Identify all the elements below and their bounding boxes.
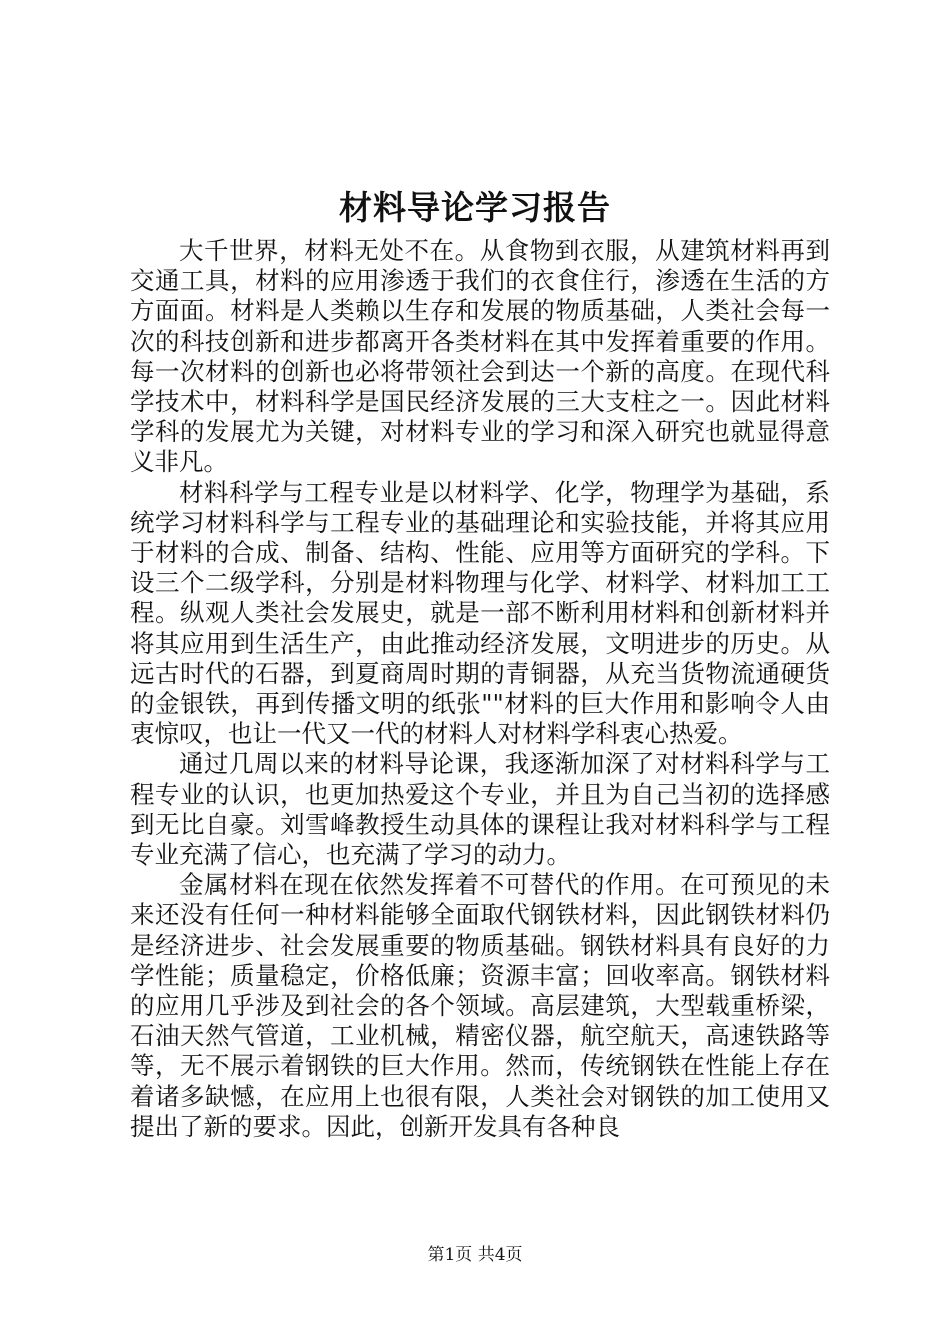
document-title: 材料导论学习报告 [339, 188, 611, 227]
page-number-footer: 第1页 共4页 [427, 1245, 523, 1265]
paragraph-3: 通过几周以来的材料导论课，我逐渐加深了对材料科学与工程专业的认识，也更加热爱这个专业，并且为自己当初的选择感到无比自豪。刘雪峰教授生动具体的课程让我对材料科学与工程专业充满了信心，也充满了学习的动力。 [130, 749, 830, 870]
document-body [130, 236, 830, 1142]
paragraph-1: 大千世界，材料无处不在。从食物到衣服，从建筑材料再到交通工具，材料的应用渗透于我们的衣食住行，渗透在生活的方方面面。材料是人类赖以生存和发展的物质基础，人类社会每一次的科技创新和进步都离开各类材料在其中发挥着重要的作用。每一次材料的创新也必将带领社会到达一个新的高度。在现代科学技术中，材料科学是国民经济发展的三大支柱之一。因此材料学科的发展尤为关键，对材料专业的学习和深入研究也就显得意义非凡。 [130, 236, 830, 477]
paragraph-2: 材料科学与工程专业是以材料学、化学，物理学为基础，系统学习材料科学与工程专业的基础理论和实验技能，并将其应用于材料的合成、制备、结构、性能、应用等方面研究的学科。下设三个二级学科，分别是材料物理与化学、材料学、材料加工工程。纵观人类社会发展史，就是一部不断利用材料和创新材料并将其应用到生活生产，由此推动经济发展，文明进步的历史。从远古时代的石器，到夏商周时期的青铜器，从充当货物流通硬货的金银铁，再到传播文明的纸张""材料的巨大作用和影响令人由衷惊叹，也让一代又一代的材料人对材料学科衷心热爱。 [130, 477, 830, 749]
paragraph-4: 金属材料在现在依然发挥着不可替代的作用。在可预见的未来还没有任何一种材料能够全面取代钢铁材料，因此钢铁材料仍是经济进步、社会发展重要的物质基础。钢铁材料具有良好的力学性能；质量稳定，价格低廉；资源丰富；回收率高。钢铁材料的应用几乎涉及到社会的各个领域。高层建筑，大型载重桥梁，石油天然气管道，工业机械，精密仪器，航空航天，高速铁路等等，无不展示着钢铁的巨大作用。然而，传统钢铁在性能上存在着诸多缺憾，在应用上也很有限，人类社会对钢铁的加工使用又提出了新的要求。因此，创新开发具有各种良 [130, 870, 830, 1141]
